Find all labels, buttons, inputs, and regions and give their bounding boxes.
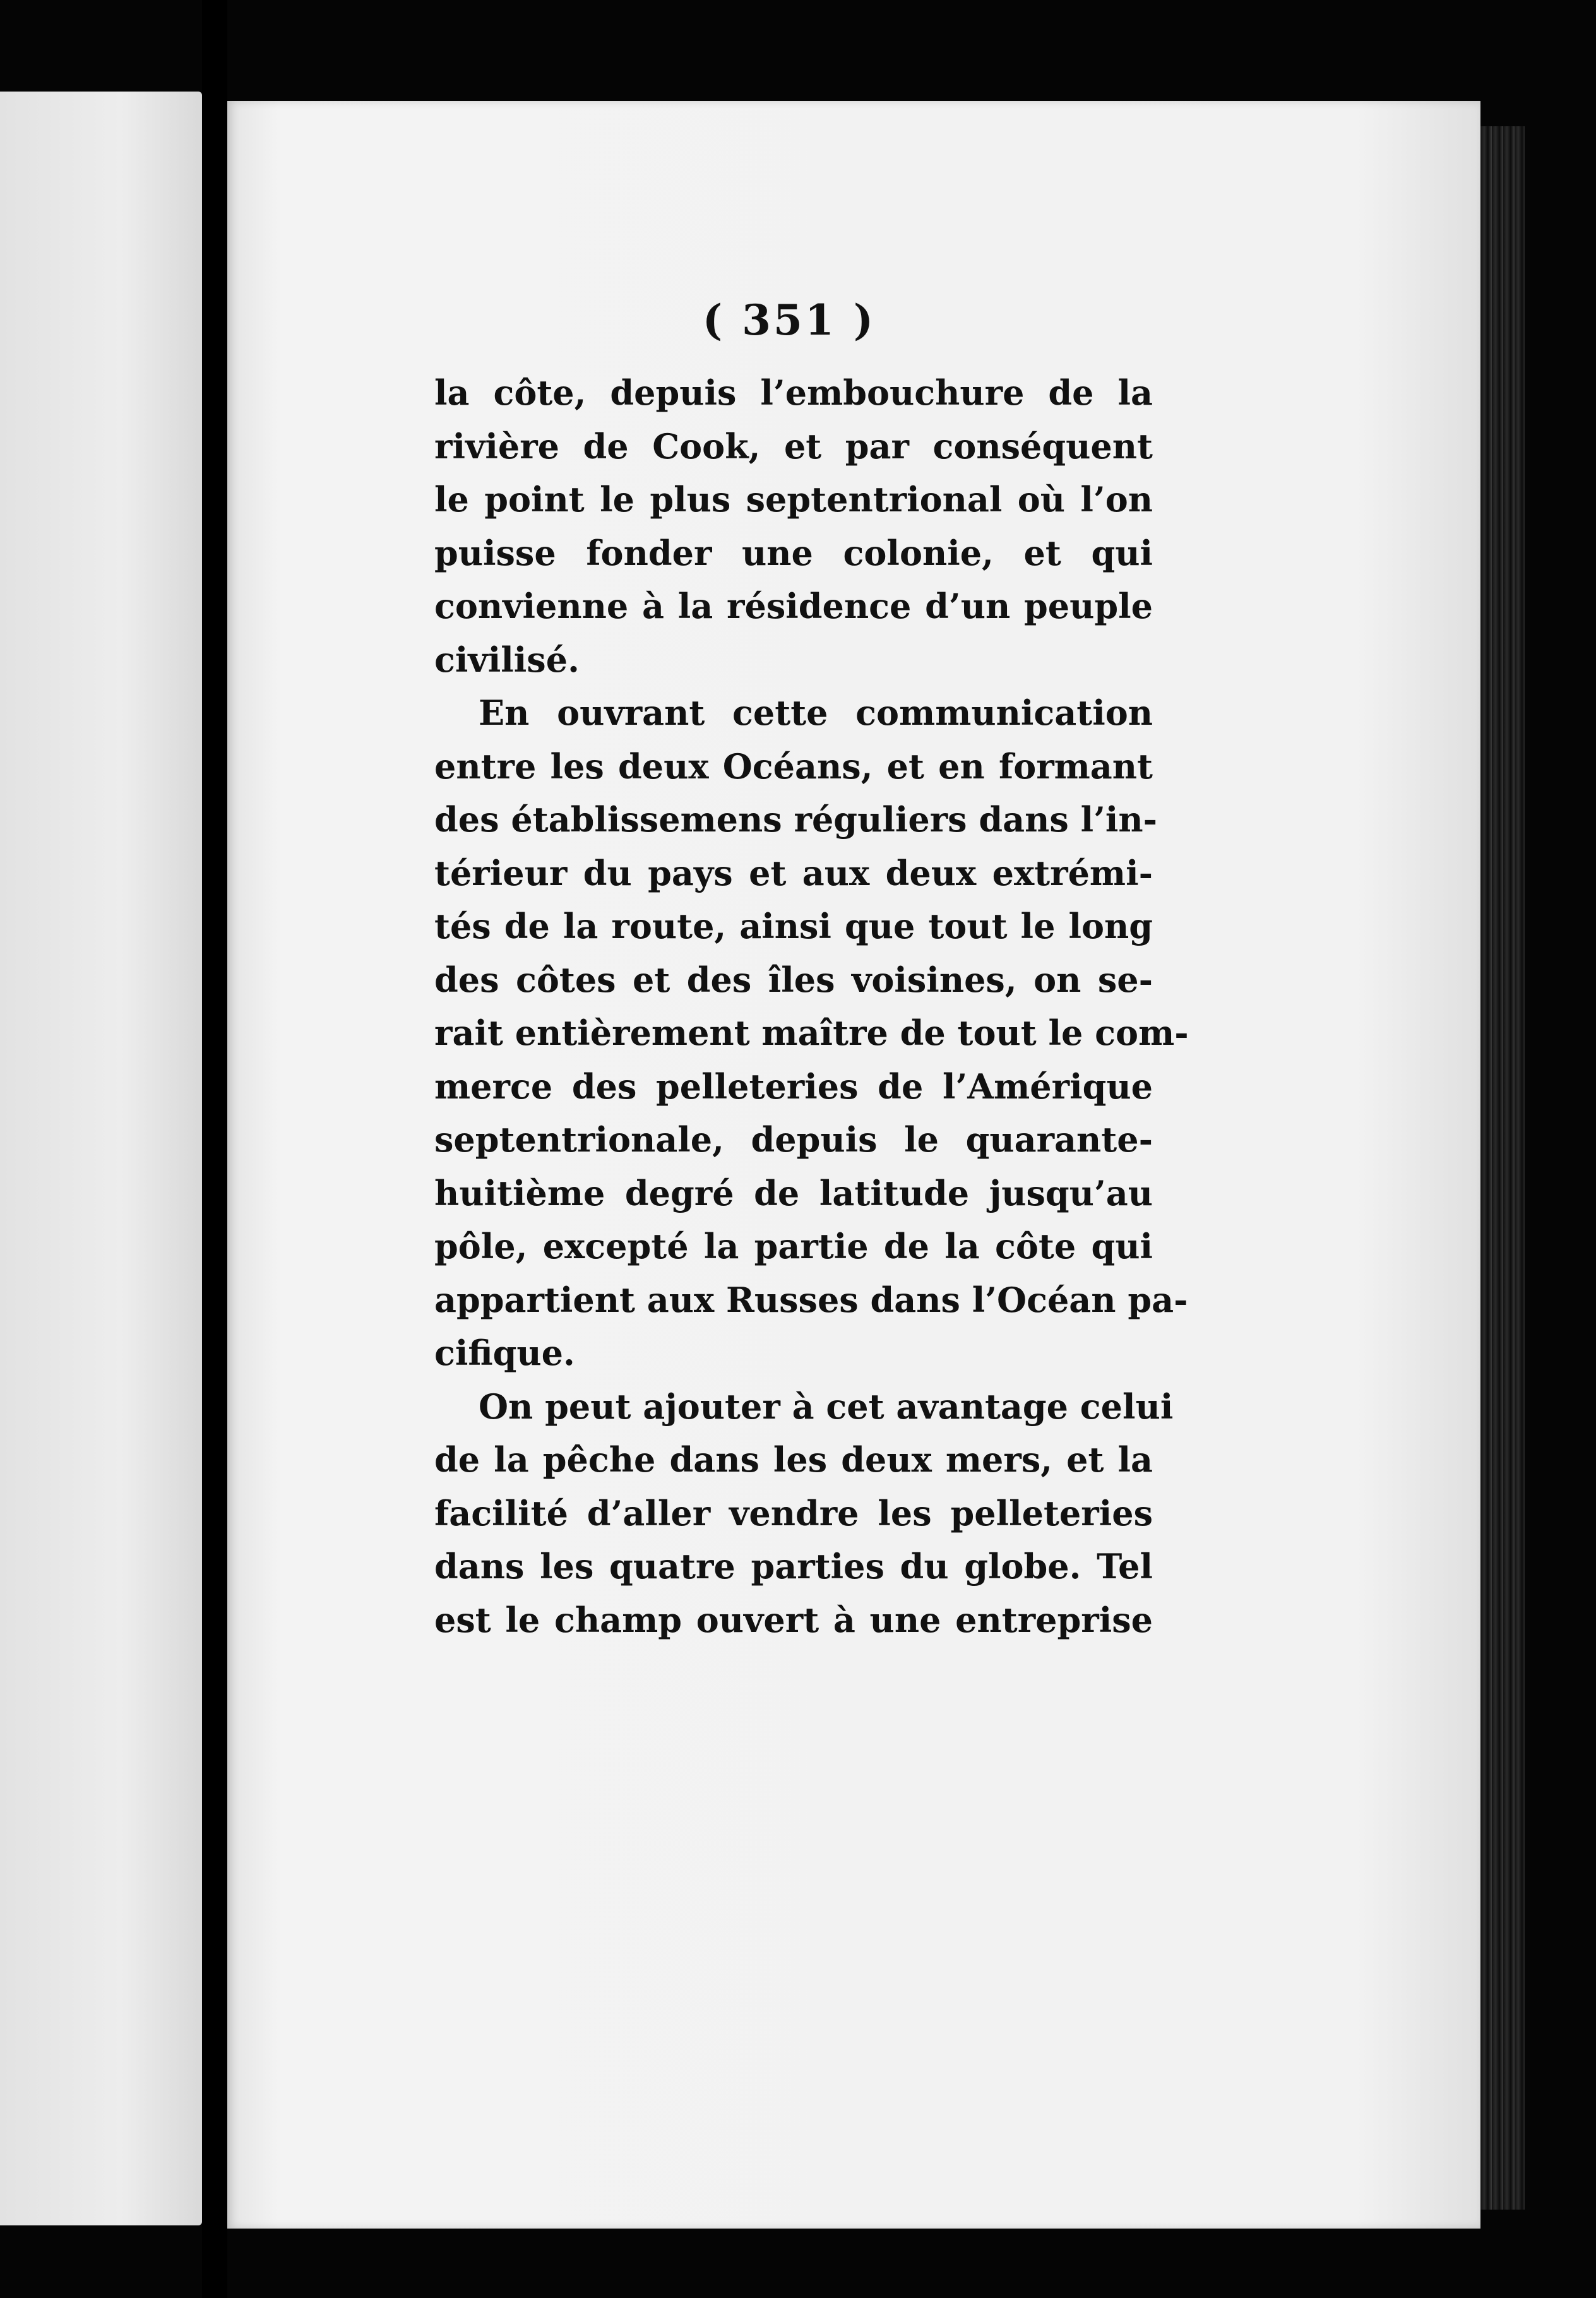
text-line: le point le plus septentrional où l’on bbox=[434, 479, 1153, 520]
text-line: dans les quatre parties du globe. Tel bbox=[434, 1546, 1153, 1587]
text-line: civilisé. bbox=[434, 639, 580, 680]
text-line: térieur du pays et aux deux extrémi- bbox=[434, 852, 1153, 893]
text-line: cifique. bbox=[434, 1333, 575, 1373]
text-line: tés de la route, ainsi que tout le long bbox=[434, 906, 1153, 946]
text-line: est le champ ouvert à une entreprise bbox=[434, 1599, 1153, 1640]
text-line: de la pêche dans les deux mers, et la bbox=[434, 1439, 1153, 1480]
text-line: puisse fonder une colonie, et qui bbox=[434, 532, 1153, 573]
text-line: On peut ajouter à cet avantage celui bbox=[479, 1386, 1174, 1427]
text-line: des établissemens réguliers dans l’in- bbox=[434, 799, 1158, 840]
text-line: merce des pelleteries de l’Amérique bbox=[434, 1066, 1153, 1107]
text-line: des côtes et des îles voisines, on se- bbox=[434, 959, 1153, 1000]
text-line: entre les deux Océans, et en formant bbox=[434, 746, 1153, 787]
text-line: En ouvrant cette communication bbox=[479, 693, 1153, 733]
text-line: convienne à la résidence d’un peuple bbox=[434, 586, 1153, 626]
page-edge-strip bbox=[1480, 126, 1525, 2210]
text-line: huitième degré de latitude jusqu’au bbox=[434, 1172, 1153, 1213]
text-line: rait entièrement maître de tout le com- bbox=[434, 1013, 1189, 1053]
page-number: ( 351 ) bbox=[702, 295, 876, 345]
text-line: pôle, excepté la partie de la côte qui bbox=[434, 1226, 1153, 1266]
left-page-edge bbox=[0, 92, 202, 2225]
text-line: facilité d’aller vendre les pelleteries bbox=[434, 1492, 1153, 1533]
text-line: la côte, depuis l’embouchure de la bbox=[434, 372, 1153, 413]
book-gutter bbox=[202, 0, 227, 2298]
text-line: septentrionale, depuis le quarante- bbox=[434, 1119, 1153, 1160]
body-text bbox=[434, 366, 1189, 1646]
text-line: appartient aux Russes dans l’Océan pa- bbox=[434, 1279, 1188, 1320]
text-line: rivière de Cook, et par conséquent bbox=[434, 426, 1153, 467]
